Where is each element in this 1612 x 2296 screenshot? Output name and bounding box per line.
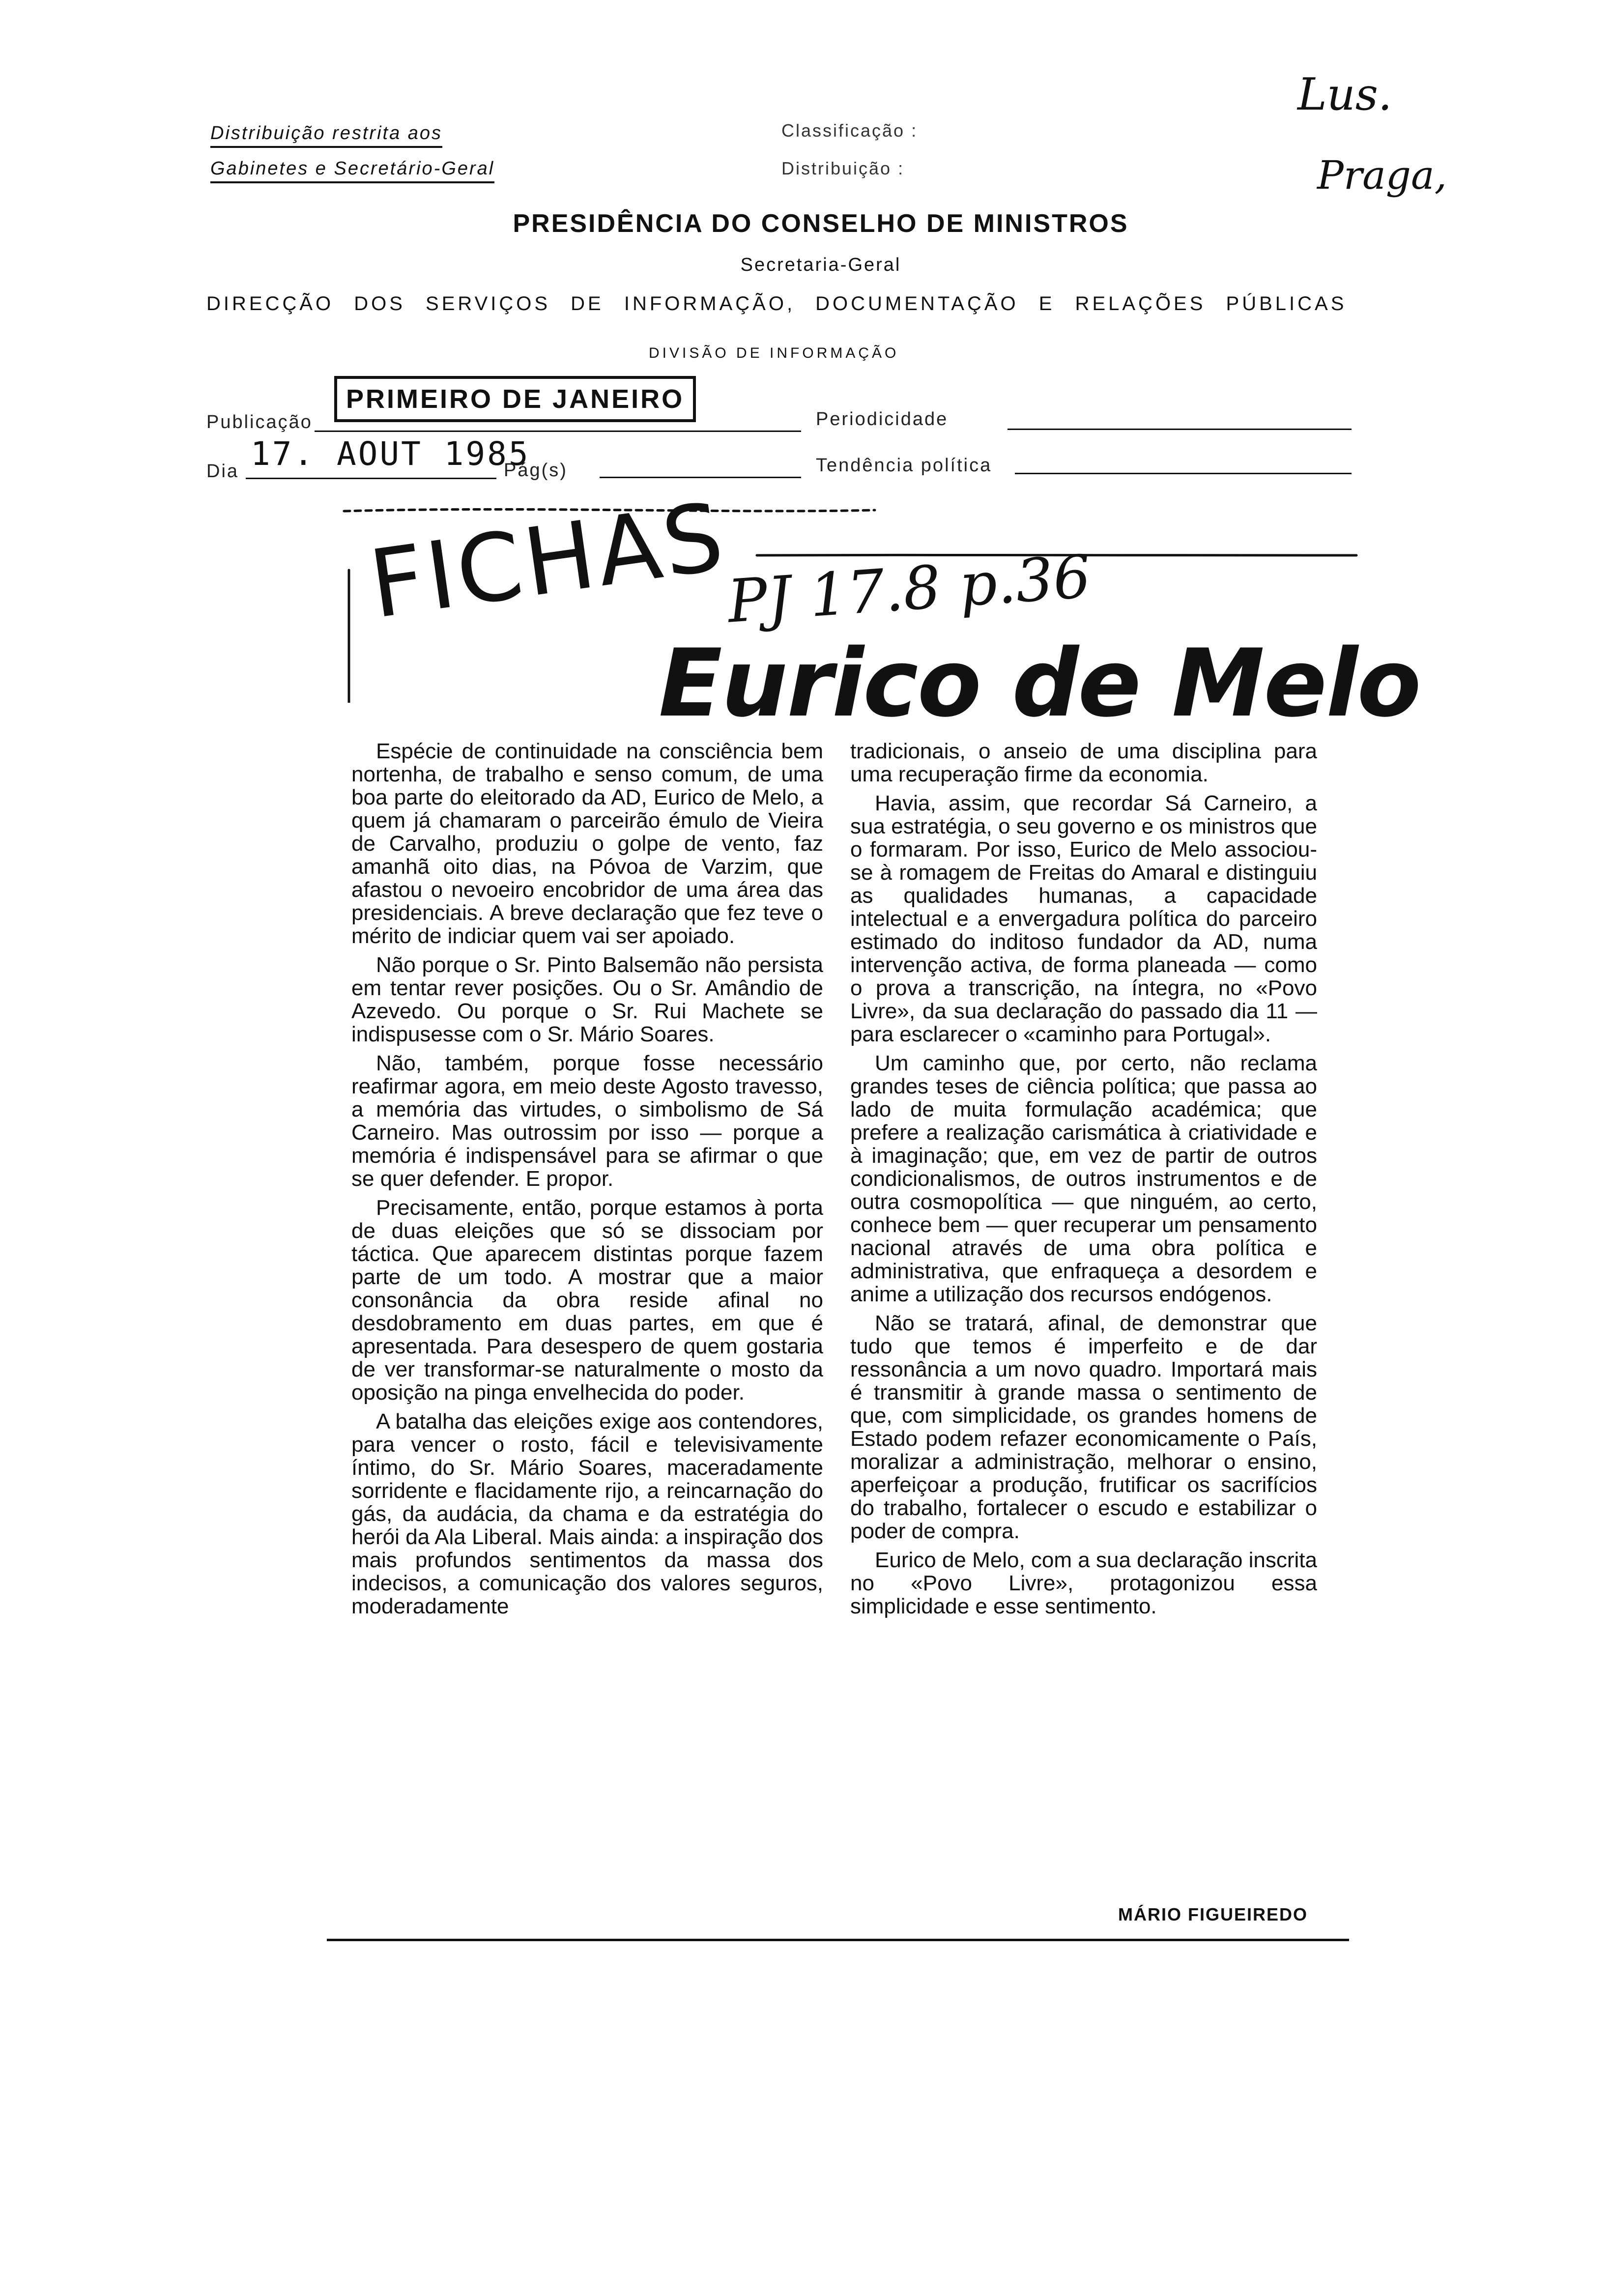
right-paragraph-2: Havia, assim, que recordar Sá Carneiro, a sua estratégia, o seu governo e os ministros que o formaram. Por isso, Eurico de Melo associou-se à romagem de Freitas do Amaral e distinguiu as qualidades humanas, a capacidade intelectual e a envergadura política do parceiro estimado do inditoso fundador da AD, numa intervenção activa, de forma planeada — como o prova a transcrição, na íntegra, no «Povo Livre», da sua declaração do passado dia 11 — para esclarecer o «caminho para Portugal». [850, 791, 1317, 1046]
pages-line [600, 477, 801, 478]
right-paragraph-5: Eurico de Melo, com a sua declaração inscrita no «Povo Livre», protagonizou essa simplicidade e esse sentimento. [850, 1548, 1317, 1618]
right-paragraph-4: Não se tratará, afinal, de demonstrar que tudo que temos é imperfeito e de dar ressonância a um novo quadro. Importará mais é transmitir à grande massa o sentimento de que, com simplicidade, os grandes homens de Estado podem refazer economicamente o País, moralizar a administração, melhorar o ensino, aperfeiçoar a produção, frutificar os sacrifícios do trabalho, fortalecer o escudo e estabilizar o poder de compra. [850, 1311, 1317, 1543]
day-line [246, 478, 496, 479]
left-paragraph-1: Espécie de continuidade na consciência bem nortenha, de trabalho e senso comum, de uma boa parte do eleitorado da AD, Eurico de Melo, a quem já chamaram o parceirão émulo de Vieira de Carvalho, produziu o golpe de vento, faz amanhã oito dias, na Póvoa de Varzim, que afastou o nevoeiro encobridor de uma área das presidenciais. A breve declaração que fez teve o mérito de indiciar quem vai ser apoiado. [351, 739, 823, 948]
political-trend-label: Tendência política [816, 455, 992, 476]
publication-line [315, 430, 801, 432]
handwritten-note-1: Lus. [1297, 69, 1392, 120]
left-paragraph-5: A batalha das eleições exige aos contendores, para vencer o rosto, fácil e televisivamente íntimo, do Sr. Mário Soares, maceradamente sorridente e flacidamente rijo, a reincarnação do gás, da audácia, da chama e da estratégia do herói da Ala Liberal. Mais ainda: a inspiração dos mais profundos sentimentos da massa dos indecisos, a comunicação dos valores seguros, moderadamente [351, 1409, 823, 1618]
right-paragraph-1: tradicionais, o anseio de uma disciplina para uma recuperação firme da economia. [850, 739, 1317, 786]
day-stamp: 17. AOUT 1985 [251, 435, 530, 473]
left-paragraph-2: Não porque o Sr. Pinto Balsemão não persista em tentar rever posições. Ou o Sr. Amândio de Azevedo. Ou porque o Sr. Rui Machete se indispusesse com o Sr. Mário Soares. [351, 953, 823, 1046]
office-title: PRESIDÊNCIA DO CONSELHO DE MINISTROS [513, 209, 1129, 238]
clipping-bottom-rule [327, 1939, 1349, 1941]
article-headline: Eurico de Melo [659, 629, 1420, 738]
publication-stamp: PRIMEIRO DE JANEIRO [334, 376, 696, 422]
secretariat-title: Secretaria-Geral [740, 255, 901, 275]
directorate-title: DIRECÇÃO DOS SERVIÇOS DE INFORMAÇÃO, DOCUMENTAÇÃO E RELAÇÕES PÚBLICAS [206, 293, 1347, 315]
article-right-column [850, 740, 1317, 1624]
article-author: MÁRIO FIGUEIREDO [1118, 1904, 1308, 1924]
pages-label: Pág(s) [504, 460, 568, 481]
distribution-restriction-line2: Gabinetes e Secretário-Geral [210, 158, 494, 183]
division-title: DIVISÃO DE INFORMAÇÃO [649, 345, 899, 361]
distribution-label: Distribuição : [781, 158, 905, 178]
right-paragraph-3: Um caminho que, por certo, não reclama grandes teses de ciência política; que passa ao lado de muita formulação académica; que prefere a realização carismática à criatividade e à imaginação; que, em vez de partir de outros condicionalismos, de outros instrumentos e de outra cosmopolítica — que ninguém, ao certo, conhece bem — quer recuperar um pensamento nacional através de uma obra política e administrativa, que enfraqueça a desordem e anime a utilização dos recursos endógenos. [850, 1051, 1317, 1306]
political-trend-line [1015, 473, 1352, 474]
article-left-column [351, 740, 823, 1624]
day-label: Dia [206, 461, 239, 482]
periodicity-label: Periodicidade [816, 409, 949, 430]
distribution-restriction-line1: Distribuição restrita aos [210, 123, 442, 148]
handwritten-note-2: Praga, [1317, 152, 1447, 198]
left-paragraph-3: Não, também, porque fosse necessário reafirmar agora, em meio deste Agosto travesso, a memória das virtudes, o simbolismo de Sá Carneiro. Mas outrossim por isso — porque a memória é indispensável para se afirmar o que se quer defender. E propor. [351, 1051, 823, 1191]
publication-label: Publicação [206, 412, 313, 432]
classification-label: Classificação : [781, 120, 918, 141]
periodicity-line [1008, 429, 1352, 430]
handwritten-reference: PJ 17.8 p.36 [725, 543, 1093, 636]
left-paragraph-4: Precisamente, então, porque estamos à porta de duas eleições que só se dissociam por táctica. Que aparecem distintas porque fazem parte de um todo. A mostrar que a maior consonância da obra reside afinal no desdobramento em duas partes, em que é apresentada. Para desespero de quem gostaria de ver transformar-se naturalmente o mosto da oposição na pinga envelhecida do poder. [351, 1196, 823, 1405]
section-heading-fichas: FICHAS [363, 482, 733, 639]
